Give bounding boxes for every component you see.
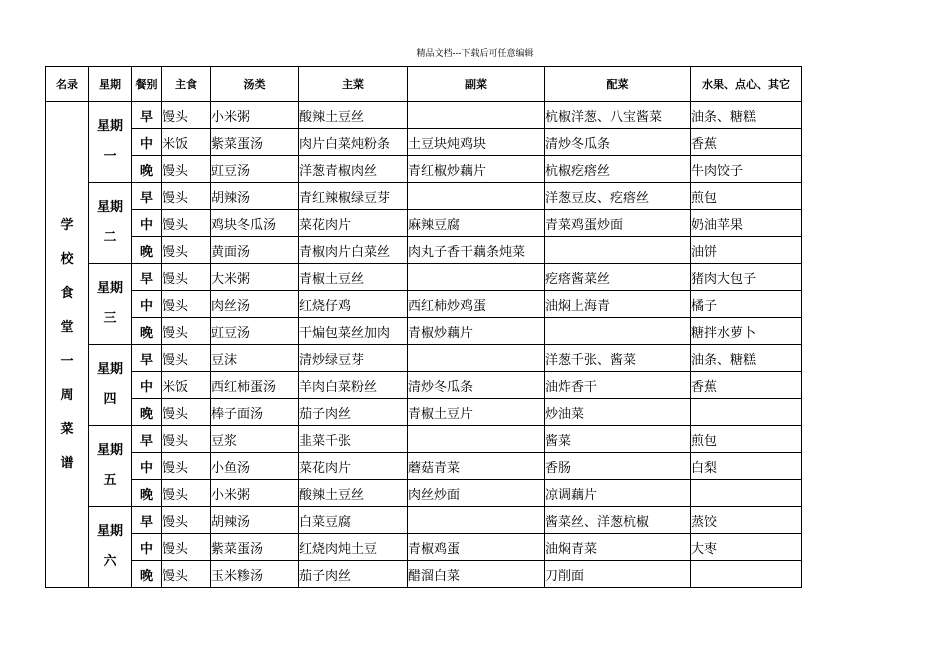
extra-dish-cell: 洋葱豆皮、疙瘩丝 bbox=[545, 183, 691, 210]
fruit-snack-cell bbox=[691, 480, 802, 507]
staple-cell: 馒头 bbox=[162, 453, 211, 480]
staple-cell: 米饭 bbox=[162, 129, 211, 156]
title-char: 学 bbox=[60, 217, 74, 233]
weekday-label: 星期 bbox=[96, 200, 123, 215]
soup-cell: 黄面汤 bbox=[211, 237, 299, 264]
meal-cell: 中 bbox=[132, 210, 162, 237]
meal-cell: 晚 bbox=[132, 318, 162, 345]
main-dish-cell: 青椒肉片白菜丝 bbox=[299, 237, 408, 264]
extra-dish-cell: 炒油菜 bbox=[545, 399, 691, 426]
side-dish-cell bbox=[408, 426, 545, 453]
col-header-weekday: 星期 bbox=[89, 67, 132, 102]
soup-cell: 西红柿蛋汤 bbox=[211, 372, 299, 399]
weekday-label: 星期 bbox=[96, 362, 123, 377]
soup-cell: 紫菜蛋汤 bbox=[211, 129, 299, 156]
extra-dish-cell: 凉调藕片 bbox=[545, 480, 691, 507]
weekday-number: 六 bbox=[103, 554, 117, 569]
title-char: 菜 bbox=[60, 421, 74, 437]
table-row bbox=[46, 507, 802, 534]
meal-cell: 早 bbox=[132, 183, 162, 210]
fruit-snack-cell: 香蕉 bbox=[691, 372, 802, 399]
side-dish-cell: 土豆块炖鸡块 bbox=[408, 129, 545, 156]
main-dish-cell: 青红辣椒绿豆芽 bbox=[299, 183, 408, 210]
soup-cell: 豆浆 bbox=[211, 426, 299, 453]
title-char: 一 bbox=[60, 353, 74, 369]
weekday-cell bbox=[89, 345, 132, 426]
fruit-snack-cell: 橘子 bbox=[691, 291, 802, 318]
staple-cell: 馒头 bbox=[162, 561, 211, 588]
soup-cell: 小米粥 bbox=[211, 480, 299, 507]
table-row bbox=[46, 183, 802, 210]
table-row bbox=[46, 210, 802, 237]
table-row bbox=[46, 318, 802, 345]
table-row bbox=[46, 399, 802, 426]
meal-cell: 晚 bbox=[132, 237, 162, 264]
soup-cell: 胡辣汤 bbox=[211, 507, 299, 534]
soup-cell: 豆沫 bbox=[211, 345, 299, 372]
staple-cell: 馒头 bbox=[162, 264, 211, 291]
main-dish-cell: 菜花肉片 bbox=[299, 210, 408, 237]
extra-dish-cell: 杭椒洋葱、八宝酱菜 bbox=[545, 102, 691, 129]
staple-cell: 馒头 bbox=[162, 318, 211, 345]
staple-cell: 馒头 bbox=[162, 237, 211, 264]
meal-cell: 中 bbox=[132, 534, 162, 561]
col-header-side-dish: 副菜 bbox=[408, 67, 545, 102]
table-row bbox=[46, 264, 802, 291]
table-row bbox=[46, 129, 802, 156]
weekday-cell bbox=[89, 102, 132, 183]
weekday-label: 星期 bbox=[96, 524, 123, 539]
meal-cell: 晚 bbox=[132, 561, 162, 588]
fruit-snack-cell: 大枣 bbox=[691, 534, 802, 561]
main-dish-cell: 羊肉白菜粉丝 bbox=[299, 372, 408, 399]
side-dish-cell: 青椒鸡蛋 bbox=[408, 534, 545, 561]
col-header-staple: 主食 bbox=[162, 67, 211, 102]
main-dish-cell: 红烧肉炖土豆 bbox=[299, 534, 408, 561]
staple-cell: 馒头 bbox=[162, 102, 211, 129]
extra-dish-cell: 油炸香干 bbox=[545, 372, 691, 399]
meal-cell: 早 bbox=[132, 102, 162, 129]
side-dish-cell: 青椒土豆片 bbox=[408, 399, 545, 426]
main-dish-cell: 肉片白菜炖粉条 bbox=[299, 129, 408, 156]
side-dish-cell bbox=[408, 507, 545, 534]
weekly-menu-table bbox=[45, 66, 802, 588]
soup-cell: 紫菜蛋汤 bbox=[211, 534, 299, 561]
title-char: 谱 bbox=[60, 455, 74, 471]
meal-cell: 晚 bbox=[132, 399, 162, 426]
col-header-extra-dish: 配菜 bbox=[545, 67, 691, 102]
meal-cell: 早 bbox=[132, 264, 162, 291]
fruit-snack-cell: 奶油苹果 bbox=[691, 210, 802, 237]
weekday-cell bbox=[89, 183, 132, 264]
fruit-snack-cell: 牛肉饺子 bbox=[691, 156, 802, 183]
soup-cell: 小米粥 bbox=[211, 102, 299, 129]
extra-dish-cell bbox=[545, 237, 691, 264]
extra-dish-cell: 油焖上海青 bbox=[545, 291, 691, 318]
extra-dish-cell: 洋葱千张、酱菜 bbox=[545, 345, 691, 372]
side-dish-cell: 肉丸子香干藕条炖菜 bbox=[408, 237, 545, 264]
side-dish-cell bbox=[408, 264, 545, 291]
soup-cell: 小鱼汤 bbox=[211, 453, 299, 480]
table-row bbox=[46, 156, 802, 183]
extra-dish-cell: 油焖青菜 bbox=[545, 534, 691, 561]
side-dish-cell bbox=[408, 345, 545, 372]
main-dish-cell: 茄子肉丝 bbox=[299, 561, 408, 588]
meal-cell: 中 bbox=[132, 372, 162, 399]
staple-cell: 馒头 bbox=[162, 426, 211, 453]
main-dish-cell: 韭菜千张 bbox=[299, 426, 408, 453]
soup-cell: 胡辣汤 bbox=[211, 183, 299, 210]
table-row bbox=[46, 480, 802, 507]
fruit-snack-cell: 香蕉 bbox=[691, 129, 802, 156]
side-dish-cell: 肉丝炒面 bbox=[408, 480, 545, 507]
main-dish-cell: 酸辣土豆丝 bbox=[299, 102, 408, 129]
table-row bbox=[46, 426, 802, 453]
title-char: 周 bbox=[60, 387, 74, 403]
weekday-label: 星期 bbox=[96, 119, 123, 134]
staple-cell: 馒头 bbox=[162, 210, 211, 237]
weekday-number: 四 bbox=[103, 392, 117, 407]
meal-cell: 晚 bbox=[132, 480, 162, 507]
header-row bbox=[46, 67, 802, 102]
main-dish-cell: 青椒土豆丝 bbox=[299, 264, 408, 291]
extra-dish-cell: 青菜鸡蛋炒面 bbox=[545, 210, 691, 237]
fruit-snack-cell: 煎包 bbox=[691, 426, 802, 453]
document-header-note: 精品文档---下载后可任意编辑 bbox=[416, 49, 534, 59]
side-dish-cell bbox=[408, 102, 545, 129]
staple-cell: 米饭 bbox=[162, 372, 211, 399]
meal-cell: 早 bbox=[132, 426, 162, 453]
weekday-label: 星期 bbox=[96, 281, 123, 296]
main-dish-cell: 清炒绿豆芽 bbox=[299, 345, 408, 372]
fruit-snack-cell: 糖拌水萝卜 bbox=[691, 318, 802, 345]
soup-cell: 肉丝汤 bbox=[211, 291, 299, 318]
fruit-snack-cell: 油条、糖糕 bbox=[691, 102, 802, 129]
main-dish-cell: 酸辣土豆丝 bbox=[299, 480, 408, 507]
col-header-name: 名录 bbox=[46, 67, 89, 102]
staple-cell: 馒头 bbox=[162, 156, 211, 183]
meal-cell: 中 bbox=[132, 291, 162, 318]
main-dish-cell: 白菜豆腐 bbox=[299, 507, 408, 534]
side-dish-cell: 醋溜白菜 bbox=[408, 561, 545, 588]
extra-dish-cell: 酱菜 bbox=[545, 426, 691, 453]
table-row bbox=[46, 453, 802, 480]
extra-dish-cell: 香肠 bbox=[545, 453, 691, 480]
weekday-cell bbox=[89, 264, 132, 345]
staple-cell: 馒头 bbox=[162, 345, 211, 372]
meal-cell: 晚 bbox=[132, 156, 162, 183]
side-dish-cell: 青椒炒藕片 bbox=[408, 318, 545, 345]
main-dish-cell: 洋葱青椒肉丝 bbox=[299, 156, 408, 183]
table-row bbox=[46, 534, 802, 561]
soup-cell: 玉米糁汤 bbox=[211, 561, 299, 588]
col-header-meal: 餐别 bbox=[132, 67, 162, 102]
school-menu-title bbox=[46, 102, 89, 588]
table-row bbox=[46, 372, 802, 399]
meal-cell: 中 bbox=[132, 453, 162, 480]
side-dish-cell: 西红柿炒鸡蛋 bbox=[408, 291, 545, 318]
soup-cell: 大米粥 bbox=[211, 264, 299, 291]
meal-cell: 早 bbox=[132, 507, 162, 534]
weekday-cell bbox=[89, 426, 132, 507]
meal-cell: 早 bbox=[132, 345, 162, 372]
staple-cell: 馒头 bbox=[162, 534, 211, 561]
fruit-snack-cell: 蒸饺 bbox=[691, 507, 802, 534]
title-char: 堂 bbox=[60, 319, 74, 335]
fruit-snack-cell: 油条、糖糕 bbox=[691, 345, 802, 372]
col-header-main-dish: 主菜 bbox=[299, 67, 408, 102]
meal-cell: 中 bbox=[132, 129, 162, 156]
staple-cell: 馒头 bbox=[162, 480, 211, 507]
title-char: 校 bbox=[60, 251, 74, 267]
main-dish-cell: 红烧仔鸡 bbox=[299, 291, 408, 318]
extra-dish-cell: 疙瘩酱菜丝 bbox=[545, 264, 691, 291]
col-header-soup: 汤类 bbox=[211, 67, 299, 102]
col-header-fruit-snack: 水果、点心、其它 bbox=[691, 67, 802, 102]
extra-dish-cell bbox=[545, 318, 691, 345]
side-dish-cell bbox=[408, 183, 545, 210]
soup-cell: 棒子面汤 bbox=[211, 399, 299, 426]
table-row bbox=[46, 561, 802, 588]
fruit-snack-cell: 白梨 bbox=[691, 453, 802, 480]
extra-dish-cell: 酱菜丝、洋葱杭椒 bbox=[545, 507, 691, 534]
fruit-snack-cell bbox=[691, 399, 802, 426]
side-dish-cell: 清炒冬瓜条 bbox=[408, 372, 545, 399]
table-row bbox=[46, 345, 802, 372]
fruit-snack-cell bbox=[691, 561, 802, 588]
weekday-number: 五 bbox=[103, 473, 117, 488]
weekday-number: 一 bbox=[103, 149, 117, 164]
staple-cell: 馒头 bbox=[162, 507, 211, 534]
soup-cell: 豇豆汤 bbox=[211, 156, 299, 183]
weekday-number: 二 bbox=[103, 230, 117, 245]
main-dish-cell: 干煸包菜丝加肉 bbox=[299, 318, 408, 345]
extra-dish-cell: 清炒冬瓜条 bbox=[545, 129, 691, 156]
main-dish-cell: 茄子肉丝 bbox=[299, 399, 408, 426]
title-char: 食 bbox=[60, 285, 74, 301]
staple-cell: 馒头 bbox=[162, 399, 211, 426]
fruit-snack-cell: 猪肉大包子 bbox=[691, 264, 802, 291]
table-row bbox=[46, 291, 802, 318]
fruit-snack-cell: 煎包 bbox=[691, 183, 802, 210]
staple-cell: 馒头 bbox=[162, 291, 211, 318]
fruit-snack-cell: 油饼 bbox=[691, 237, 802, 264]
main-dish-cell: 菜花肉片 bbox=[299, 453, 408, 480]
weekday-number: 三 bbox=[103, 311, 117, 326]
weekday-cell bbox=[89, 507, 132, 588]
table-row bbox=[46, 102, 802, 129]
soup-cell: 鸡块冬瓜汤 bbox=[211, 210, 299, 237]
side-dish-cell: 青红椒炒藕片 bbox=[408, 156, 545, 183]
extra-dish-cell: 杭椒疙瘩丝 bbox=[545, 156, 691, 183]
staple-cell: 馒头 bbox=[162, 183, 211, 210]
weekday-label: 星期 bbox=[96, 443, 123, 458]
table-row bbox=[46, 237, 802, 264]
extra-dish-cell: 刀削面 bbox=[545, 561, 691, 588]
side-dish-cell: 麻辣豆腐 bbox=[408, 210, 545, 237]
side-dish-cell: 蘑菇青菜 bbox=[408, 453, 545, 480]
soup-cell: 豇豆汤 bbox=[211, 318, 299, 345]
